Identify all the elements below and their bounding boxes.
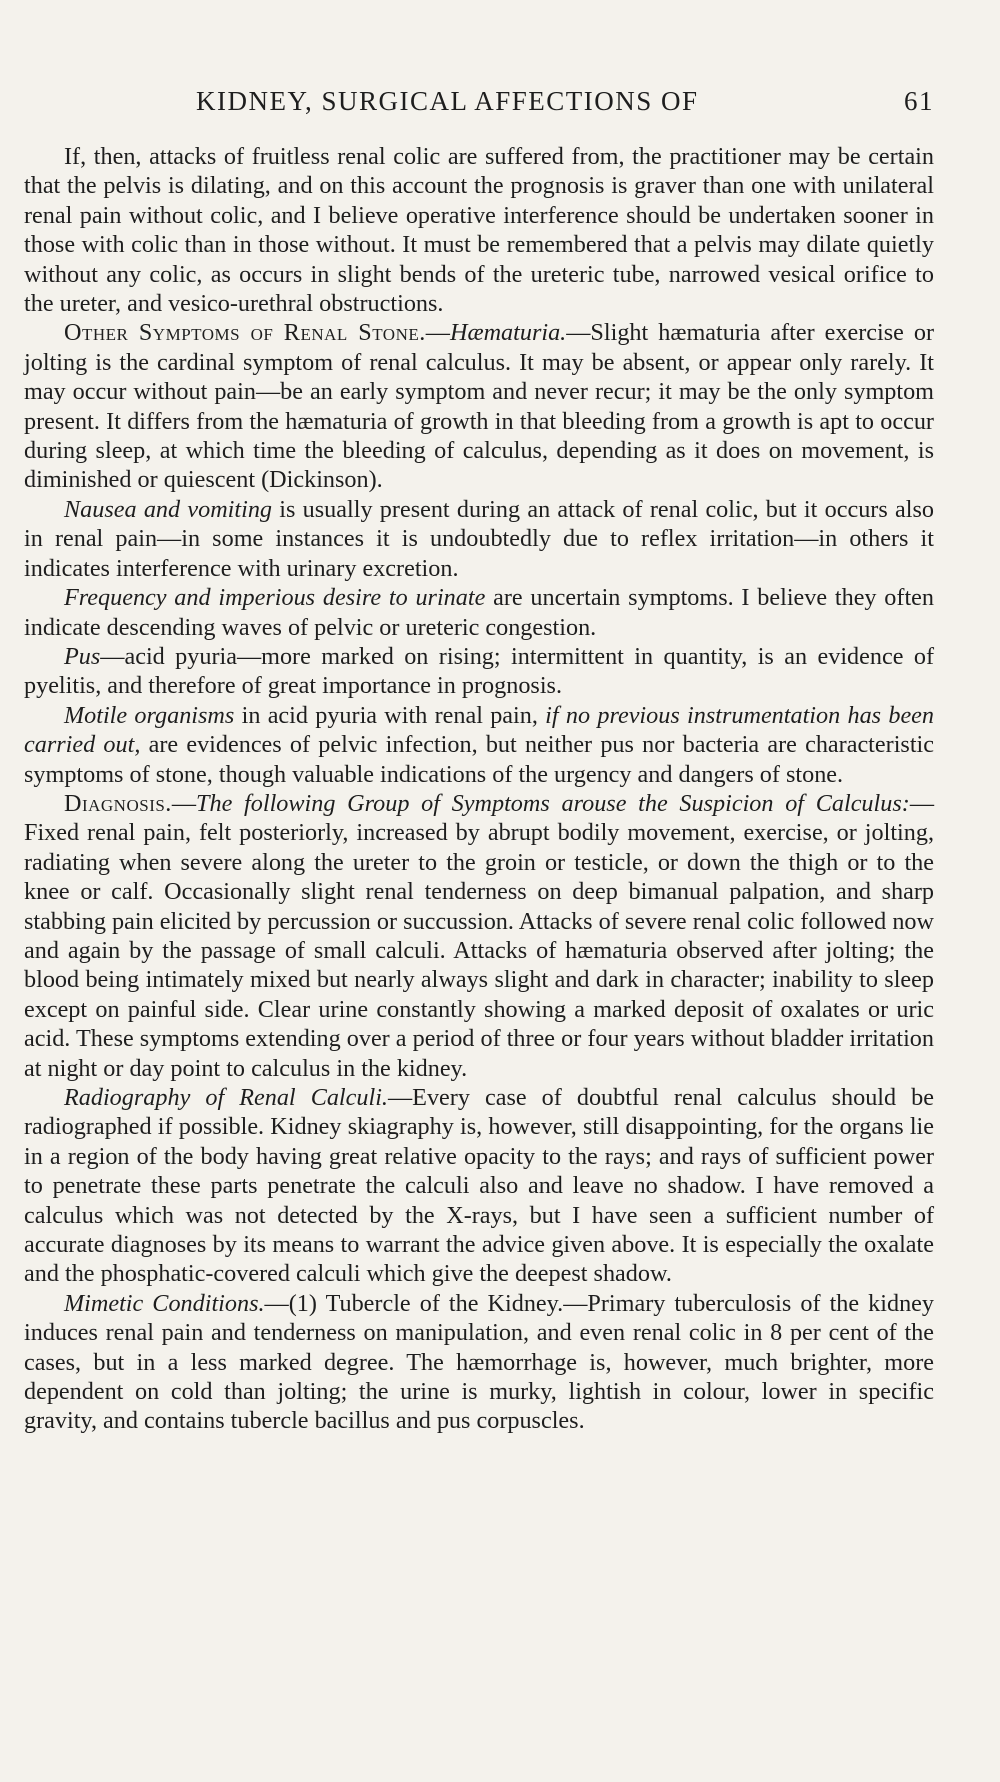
- running-head: KIDNEY, SURGICAL AFFECTIONS OF: [196, 86, 699, 116]
- subsection-heading: Hæmaturia.: [449, 319, 567, 347]
- document-page: [24, 0, 934, 1436]
- paragraph-text: If, then, attacks of fruitless renal colic are suffered from, the practitioner may be certain that the pelvis is dilating, and on this account the prognosis is graver than one with unilateral renal pain without colic, and I believe operative interference should be undertaken sooner in those with colic than in those without. It must be remembered that a pelvis may dilate quietly without any colic, as occurs in slight bends of the ureteric tube, narrowed vesical orifice to the ureter, and vesico-urethral obstructions.: [24, 143, 934, 318]
- section-heading: Other Symptoms of Renal Stone.: [64, 319, 426, 347]
- paragraph-radiography: [24, 1083, 934, 1289]
- paragraph-text: —(1) Tubercle of the Kidney.—Primary tuberculosis of the kidney induces renal pain and tenderness on manipulation, and even renal colic in 8 per cent of the cases, but in a less marked degree. The hæmorrhage is, however, much brighter, more dependent on cold than jolting; the urine is murky, lightish in colour, lower in specific gravity, and contains tubercle bacillus and pus corpuscles.: [24, 1289, 935, 1435]
- paragraph-text: —Slight hæmaturia after exercise or jolting is the cardinal symptom of renal calculus. It may be absent, or appear only rarely. It may occur without pain—be an early symptom and never recur; it may be the only symptom present. It differs from the hæmaturia of growth in that bleeding from a growth is apt to occur during sleep, at which time the bleeding of calculus, depending as it does on movement, is diminished or quiescent (Dickinson).: [24, 319, 935, 494]
- paragraph-lead: Motile organisms: [64, 701, 235, 729]
- paragraph-mimetic-conditions: [24, 1289, 934, 1436]
- page-number: 61: [904, 86, 934, 116]
- dash: —: [425, 319, 450, 347]
- paragraph-text: is usually present during an attack of renal colic, but it occurs also in renal pain—in some instances it is undoubtedly due to reflex irritation—in others it indicates interference with urinary excretion.: [24, 495, 934, 582]
- paragraph-other-symptoms: [24, 318, 934, 494]
- paragraph-pus: [24, 642, 934, 701]
- page-header: [24, 86, 934, 126]
- paragraph-lead: Mimetic Conditions.: [64, 1289, 265, 1317]
- paragraph-diagnosis: [24, 789, 934, 1083]
- paragraph-lead: Frequency and imperious desire to urinate: [64, 584, 486, 612]
- paragraph-emphasis: if no previous instrumentation has been carried out,: [24, 701, 935, 759]
- paragraph-lead: Nausea and vomiting: [64, 495, 273, 523]
- body-text: [24, 142, 934, 1436]
- paragraph-lead: Pus: [64, 642, 101, 670]
- paragraph-lead: Radiography of Renal Calculi.: [64, 1084, 388, 1111]
- dash: —: [171, 789, 197, 817]
- paragraph-frequency: [24, 583, 934, 642]
- paragraph-text: —Every case of doubtful renal calculus should be radiographed if possible. Kidney skiagraphy is, however, still disappointing, for the organs lie in a region of the body having great relative opacity to the rays; and rays of sufficient power to penetrate these parts penetrate the calculi also and leave no shadow. I have removed a calculus which was not detected by the X-rays, but I have seen a sufficient number of accurate diagnoses by its means to warrant the advice given above. It is especially the oxalate and the phosphatic-covered calculi which give the deepest shadow.: [24, 1084, 934, 1288]
- paragraph-text: are uncertain symptoms. I believe they often indicate descending waves of pelvic or ureteric congestion.: [24, 584, 934, 641]
- paragraph-text: are evidences of pelvic infection, but neither pus nor bacteria are characteristic symptoms of stone, though valuable indications of the urgency and dangers of stone.: [24, 731, 934, 788]
- paragraph-text: —Fixed renal pain, felt posteriorly, increased by abrupt bodily movement, exercise, or jolting, radiating when severe along the ureter to the groin or testicle, or down the thigh or to the knee or calf. Occasionally slight renal tenderness on deep bimanual palpation, and sharp stabbing pain elicited by percussion or succussion. Attacks of severe renal colic followed now and again by the passage of small calculi. Attacks of hæmaturia observed after jolting; the blood being intimately mixed but nearly always slight and dark in character; inability to sleep except on painful side. Clear urine constantly showing a marked deposit of oxalates or uric acid. These symptoms extending over a period of three or four years without bladder irritation at night or day point to calculus in the kidney.: [24, 789, 934, 1082]
- paragraph-text: —acid pyuria—more marked on rising; intermittent in quantity, is an evidence of pyelitis, and therefore of great importance in prognosis.: [24, 642, 934, 700]
- subsection-heading: The following Group of Symptoms arouse the Suspicion of Calculus:: [196, 789, 910, 817]
- paragraph-nausea: [24, 495, 934, 583]
- paragraph-fruitless-colic: [24, 142, 934, 318]
- paragraph-motile-organisms: [24, 701, 934, 789]
- section-heading: Diagnosis.: [64, 789, 172, 817]
- paragraph-text: in acid pyuria with renal pain,: [234, 701, 546, 729]
